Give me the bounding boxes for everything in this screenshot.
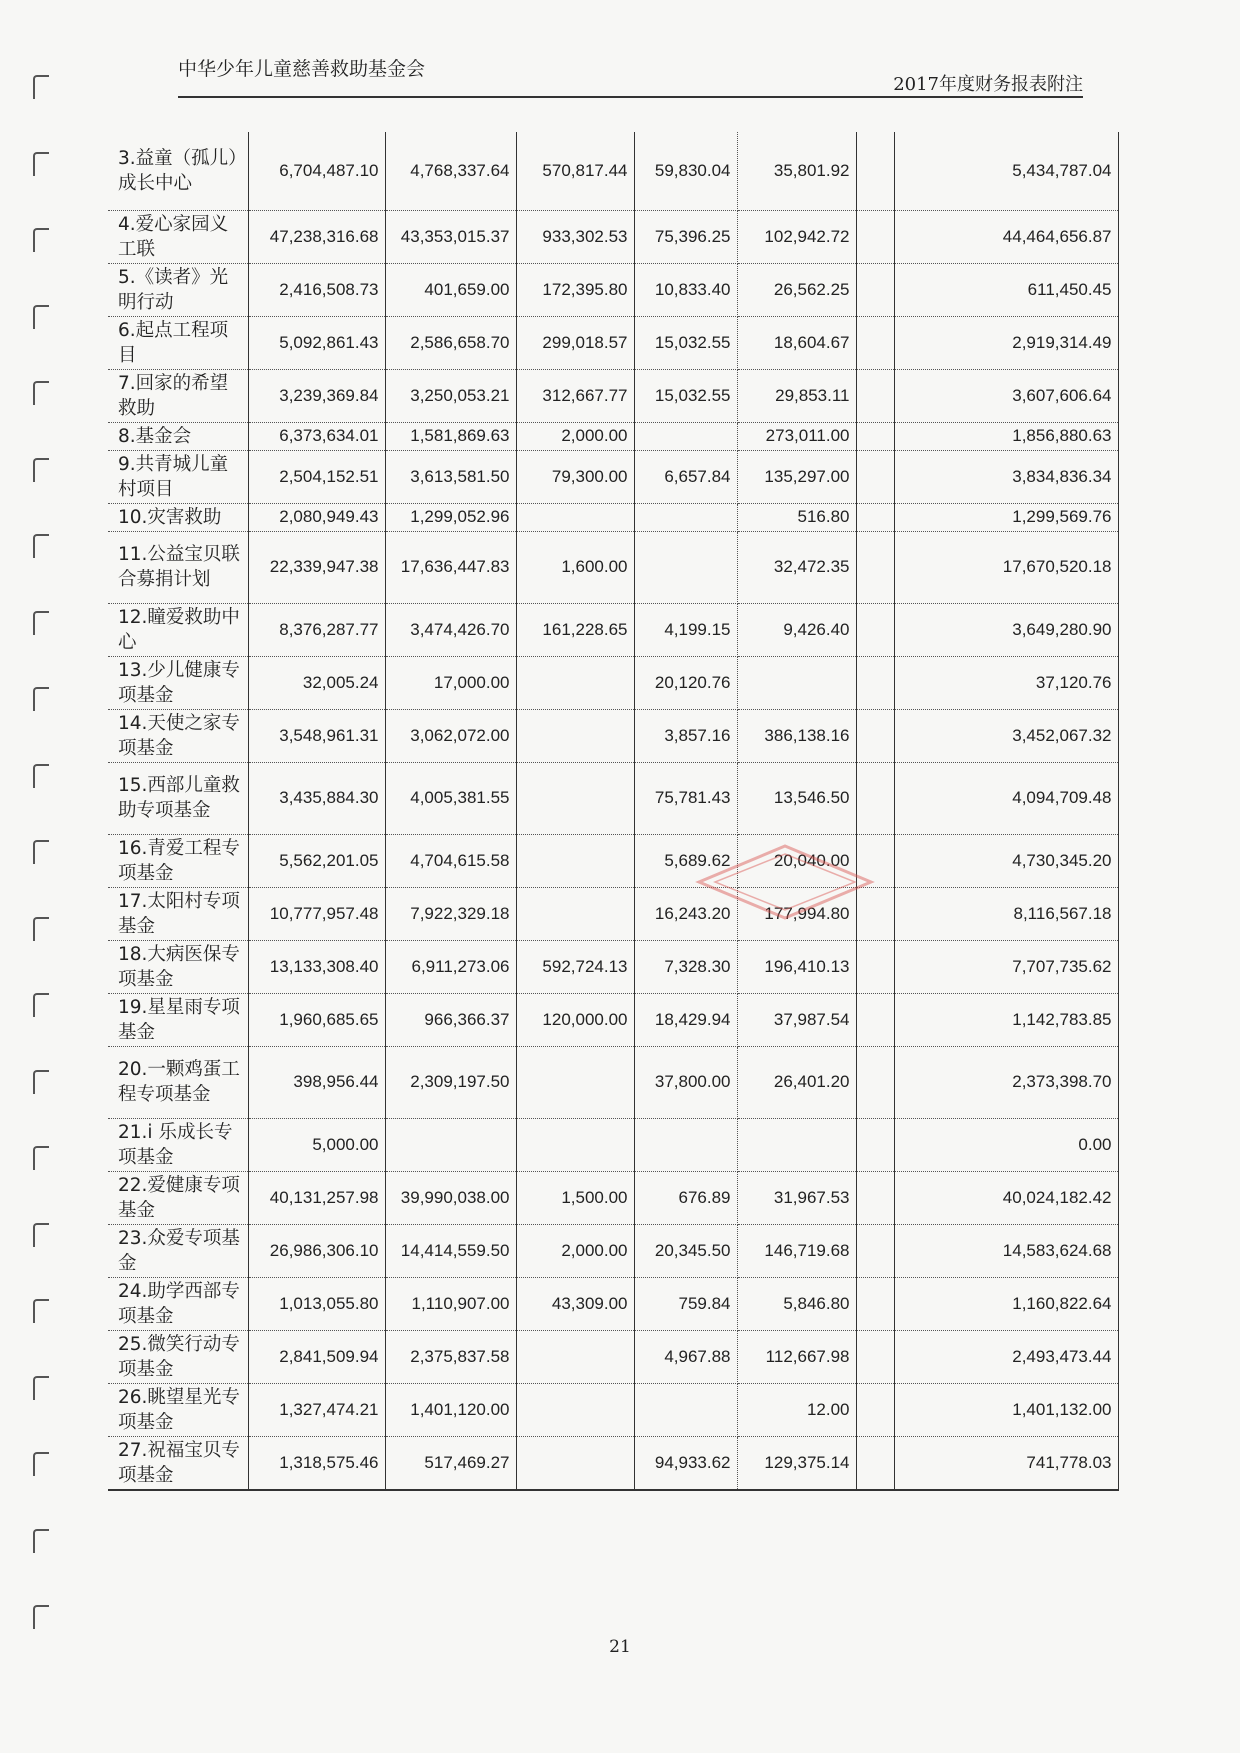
amount-cell-c2: 39,990,038.00 xyxy=(385,1171,516,1224)
amount-cell-c1: 1,960,685.65 xyxy=(248,993,385,1046)
amount-cell-c7: 8,116,567.18 xyxy=(894,887,1118,940)
amount-cell-c5: 177,994.80 xyxy=(737,887,856,940)
amount-cell-c5: 102,942.72 xyxy=(737,210,856,263)
amount-cell-c1: 3,548,961.31 xyxy=(248,709,385,762)
binding-hole xyxy=(33,305,49,329)
table-row xyxy=(108,709,1118,762)
binding-hole xyxy=(33,1070,49,1094)
amount-cell-c2: 3,062,072.00 xyxy=(385,709,516,762)
project-name-cell: 13.少儿健康专项基金 xyxy=(108,656,248,709)
amount-cell-c5: 35,801.92 xyxy=(737,132,856,210)
amount-cell-c2: 1,299,052.96 xyxy=(385,503,516,531)
table-row xyxy=(108,1046,1118,1118)
table-row xyxy=(108,450,1118,503)
amount-cell-c7: 0.00 xyxy=(894,1118,1118,1171)
amount-cell-c7: 1,299,569.76 xyxy=(894,503,1118,531)
table-row xyxy=(108,603,1118,656)
project-name-cell: 16.青爱工程专项基金 xyxy=(108,834,248,887)
amount-cell-c4 xyxy=(634,503,737,531)
amount-cell-c3 xyxy=(516,656,634,709)
amount-cell-c4: 20,345.50 xyxy=(634,1224,737,1277)
page-number: 21 xyxy=(609,1637,631,1657)
binding-hole xyxy=(33,228,49,252)
amount-cell-c7: 1,160,822.64 xyxy=(894,1277,1118,1330)
amount-cell-c5: 20,040.00 xyxy=(737,834,856,887)
amount-cell-c4: 6,657.84 xyxy=(634,450,737,503)
binding-hole xyxy=(33,687,49,711)
amount-cell-c6 xyxy=(856,709,894,762)
amount-cell-c3: 2,000.00 xyxy=(516,1224,634,1277)
seal-stamp xyxy=(695,842,875,922)
amount-cell-c4: 4,967.88 xyxy=(634,1330,737,1383)
amount-cell-c7: 40,024,182.42 xyxy=(894,1171,1118,1224)
amount-cell-c7: 4,094,709.48 xyxy=(894,762,1118,834)
table-row xyxy=(108,422,1118,450)
amount-cell-c3 xyxy=(516,1046,634,1118)
project-name-cell: 24.助学西部专项基金 xyxy=(108,1277,248,1330)
amount-cell-c4: 18,429.94 xyxy=(634,993,737,1046)
amount-cell-c4: 4,199.15 xyxy=(634,603,737,656)
amount-cell-c4: 75,781.43 xyxy=(634,762,737,834)
amount-cell-c6 xyxy=(856,993,894,1046)
binding-hole xyxy=(33,1146,49,1170)
amount-cell-c2: 4,005,381.55 xyxy=(385,762,516,834)
amount-cell-c6 xyxy=(856,1171,894,1224)
amount-cell-c7: 3,649,280.90 xyxy=(894,603,1118,656)
amount-cell-c2: 17,000.00 xyxy=(385,656,516,709)
amount-cell-c4: 676.89 xyxy=(634,1171,737,1224)
amount-cell-c7: 3,607,606.64 xyxy=(894,369,1118,422)
binding-hole xyxy=(33,75,49,99)
binding-hole xyxy=(33,611,49,635)
amount-cell-c6 xyxy=(856,1277,894,1330)
amount-cell-c3: 161,228.65 xyxy=(516,603,634,656)
amount-cell-c4 xyxy=(634,422,737,450)
amount-cell-c6 xyxy=(856,762,894,834)
amount-cell-c3 xyxy=(516,762,634,834)
amount-cell-c3: 79,300.00 xyxy=(516,450,634,503)
table-row xyxy=(108,263,1118,316)
amount-cell-c6 xyxy=(856,369,894,422)
project-name-cell: 18.大病医保专项基金 xyxy=(108,940,248,993)
project-name-cell: 25.微笑行动专项基金 xyxy=(108,1330,248,1383)
amount-cell-c1: 1,013,055.80 xyxy=(248,1277,385,1330)
amount-cell-c2: 14,414,559.50 xyxy=(385,1224,516,1277)
binding-hole xyxy=(33,152,49,176)
table-row xyxy=(108,369,1118,422)
amount-cell-c3 xyxy=(516,1436,634,1490)
amount-cell-c3: 120,000.00 xyxy=(516,993,634,1046)
amount-cell-c6 xyxy=(856,1383,894,1436)
amount-cell-c3 xyxy=(516,1330,634,1383)
binding-hole xyxy=(33,840,49,864)
amount-cell-c6 xyxy=(856,531,894,603)
amount-cell-c5: 135,297.00 xyxy=(737,450,856,503)
page-header xyxy=(178,48,1083,98)
project-name-cell: 10.灾害救助 xyxy=(108,503,248,531)
amount-cell-c3: 172,395.80 xyxy=(516,263,634,316)
amount-cell-c6 xyxy=(856,1118,894,1171)
amount-cell-c5: 12.00 xyxy=(737,1383,856,1436)
project-name-cell: 8.基金会 xyxy=(108,422,248,450)
amount-cell-c6 xyxy=(856,1224,894,1277)
amount-cell-c1: 8,376,287.77 xyxy=(248,603,385,656)
amount-cell-c3 xyxy=(516,834,634,887)
amount-cell-c2: 3,250,053.21 xyxy=(385,369,516,422)
amount-cell-c7: 2,373,398.70 xyxy=(894,1046,1118,1118)
amount-cell-c6 xyxy=(856,1046,894,1118)
project-name-cell: 11.公益宝贝联合募捐计划 xyxy=(108,531,248,603)
amount-cell-c5: 129,375.14 xyxy=(737,1436,856,1490)
amount-cell-c7: 2,919,314.49 xyxy=(894,316,1118,369)
header-rule xyxy=(178,96,1083,98)
amount-cell-c1: 6,704,487.10 xyxy=(248,132,385,210)
project-name-cell: 26.眺望星光专项基金 xyxy=(108,1383,248,1436)
amount-cell-c4 xyxy=(634,531,737,603)
amount-cell-c1: 5,092,861.43 xyxy=(248,316,385,369)
table-row xyxy=(108,993,1118,1046)
amount-cell-c2: 966,366.37 xyxy=(385,993,516,1046)
project-name-cell: 9.共青城儿童村项目 xyxy=(108,450,248,503)
amount-cell-c3 xyxy=(516,1118,634,1171)
amount-cell-c6 xyxy=(856,132,894,210)
amount-cell-c7: 4,730,345.20 xyxy=(894,834,1118,887)
report-title: 2017年度财务报表附注 xyxy=(893,74,1083,95)
amount-cell-c6 xyxy=(856,1330,894,1383)
binding-holes xyxy=(0,0,60,1753)
table-row xyxy=(108,887,1118,940)
project-name-cell: 12.瞳爱救助中心 xyxy=(108,603,248,656)
fund-table xyxy=(108,132,1118,1491)
amount-cell-c4: 5,689.62 xyxy=(634,834,737,887)
amount-cell-c5: 37,987.54 xyxy=(737,993,856,1046)
amount-cell-c7: 1,401,132.00 xyxy=(894,1383,1118,1436)
amount-cell-c3: 43,309.00 xyxy=(516,1277,634,1330)
amount-cell-c2: 43,353,015.37 xyxy=(385,210,516,263)
project-name-cell: 23.众爱专项基金 xyxy=(108,1224,248,1277)
amount-cell-c1: 13,133,308.40 xyxy=(248,940,385,993)
amount-cell-c7: 17,670,520.18 xyxy=(894,531,1118,603)
table-body xyxy=(108,132,1118,1490)
amount-cell-c1: 10,777,957.48 xyxy=(248,887,385,940)
amount-cell-c5: 516.80 xyxy=(737,503,856,531)
binding-hole xyxy=(33,917,49,941)
amount-cell-c3: 592,724.13 xyxy=(516,940,634,993)
amount-cell-c1: 398,956.44 xyxy=(248,1046,385,1118)
amount-cell-c2: 1,401,120.00 xyxy=(385,1383,516,1436)
amount-cell-c3: 933,302.53 xyxy=(516,210,634,263)
amount-cell-c2: 517,469.27 xyxy=(385,1436,516,1490)
amount-cell-c2: 7,922,329.18 xyxy=(385,887,516,940)
amount-cell-c7: 1,142,783.85 xyxy=(894,993,1118,1046)
amount-cell-c7: 37,120.76 xyxy=(894,656,1118,709)
amount-cell-c1: 2,504,152.51 xyxy=(248,450,385,503)
project-name-cell: 4.爱心家园义工联 xyxy=(108,210,248,263)
amount-cell-c5: 26,401.20 xyxy=(737,1046,856,1118)
amount-cell-c4: 7,328.30 xyxy=(634,940,737,993)
amount-cell-c2: 4,768,337.64 xyxy=(385,132,516,210)
project-name-cell: 20.一颗鸡蛋工程专项基金 xyxy=(108,1046,248,1118)
binding-hole xyxy=(33,993,49,1017)
binding-hole xyxy=(33,1605,49,1629)
amount-cell-c3: 1,600.00 xyxy=(516,531,634,603)
binding-hole xyxy=(33,381,49,405)
amount-cell-c1: 1,327,474.21 xyxy=(248,1383,385,1436)
amount-cell-c7: 611,450.45 xyxy=(894,263,1118,316)
amount-cell-c1: 3,435,884.30 xyxy=(248,762,385,834)
amount-cell-c6 xyxy=(856,1436,894,1490)
amount-cell-c4: 37,800.00 xyxy=(634,1046,737,1118)
amount-cell-c2: 17,636,447.83 xyxy=(385,531,516,603)
table-row xyxy=(108,210,1118,263)
project-name-cell: 6.起点工程项目 xyxy=(108,316,248,369)
amount-cell-c4: 94,933.62 xyxy=(634,1436,737,1490)
table-row xyxy=(108,1171,1118,1224)
amount-cell-c4: 75,396.25 xyxy=(634,210,737,263)
amount-cell-c4 xyxy=(634,1383,737,1436)
amount-cell-c7: 5,434,787.04 xyxy=(894,132,1118,210)
amount-cell-c3 xyxy=(516,1383,634,1436)
project-name-cell: 22.爱健康专项基金 xyxy=(108,1171,248,1224)
amount-cell-c4: 10,833.40 xyxy=(634,263,737,316)
amount-cell-c4: 759.84 xyxy=(634,1277,737,1330)
amount-cell-c7: 14,583,624.68 xyxy=(894,1224,1118,1277)
amount-cell-c4 xyxy=(634,1118,737,1171)
binding-hole xyxy=(33,1299,49,1323)
amount-cell-c5 xyxy=(737,656,856,709)
amount-cell-c1: 2,080,949.43 xyxy=(248,503,385,531)
amount-cell-c2: 3,474,426.70 xyxy=(385,603,516,656)
amount-cell-c5: 32,472.35 xyxy=(737,531,856,603)
amount-cell-c2: 4,704,615.58 xyxy=(385,834,516,887)
amount-cell-c1: 47,238,316.68 xyxy=(248,210,385,263)
amount-cell-c5: 386,138.16 xyxy=(737,709,856,762)
amount-cell-c6 xyxy=(856,940,894,993)
amount-cell-c7: 3,452,067.32 xyxy=(894,709,1118,762)
amount-cell-c5: 146,719.68 xyxy=(737,1224,856,1277)
binding-hole xyxy=(33,458,49,482)
amount-cell-c1: 22,339,947.38 xyxy=(248,531,385,603)
amount-cell-c1: 6,373,634.01 xyxy=(248,422,385,450)
table-row xyxy=(108,1330,1118,1383)
amount-cell-c2: 2,375,837.58 xyxy=(385,1330,516,1383)
amount-cell-c1: 26,986,306.10 xyxy=(248,1224,385,1277)
amount-cell-c2: 401,659.00 xyxy=(385,263,516,316)
amount-cell-c2: 6,911,273.06 xyxy=(385,940,516,993)
amount-cell-c7: 2,493,473.44 xyxy=(894,1330,1118,1383)
project-name-cell: 14.天使之家专项基金 xyxy=(108,709,248,762)
amount-cell-c1: 1,318,575.46 xyxy=(248,1436,385,1490)
project-name-cell: 17.太阳村专项基金 xyxy=(108,887,248,940)
amount-cell-c3: 299,018.57 xyxy=(516,316,634,369)
table-row xyxy=(108,132,1118,210)
binding-hole xyxy=(33,1376,49,1400)
table-row xyxy=(108,531,1118,603)
amount-cell-c7: 741,778.03 xyxy=(894,1436,1118,1490)
amount-cell-c5: 29,853.11 xyxy=(737,369,856,422)
binding-hole xyxy=(33,1223,49,1247)
binding-hole xyxy=(33,1452,49,1476)
binding-hole xyxy=(33,1529,49,1553)
amount-cell-c6 xyxy=(856,316,894,369)
amount-cell-c5: 9,426.40 xyxy=(737,603,856,656)
table-row xyxy=(108,656,1118,709)
amount-cell-c6 xyxy=(856,503,894,531)
project-name-cell: 7.回家的希望救助 xyxy=(108,369,248,422)
project-name-cell: 3.益童（孤儿）成长中心 xyxy=(108,132,248,210)
amount-cell-c5 xyxy=(737,1118,856,1171)
amount-cell-c1: 5,000.00 xyxy=(248,1118,385,1171)
amount-cell-c5: 196,410.13 xyxy=(737,940,856,993)
amount-cell-c5: 112,667.98 xyxy=(737,1330,856,1383)
amount-cell-c3: 312,667.77 xyxy=(516,369,634,422)
amount-cell-c1: 40,131,257.98 xyxy=(248,1171,385,1224)
amount-cell-c6 xyxy=(856,450,894,503)
binding-hole xyxy=(33,534,49,558)
amount-cell-c5: 18,604.67 xyxy=(737,316,856,369)
amount-cell-c5: 273,011.00 xyxy=(737,422,856,450)
table-row xyxy=(108,940,1118,993)
amount-cell-c6 xyxy=(856,422,894,450)
amount-cell-c3 xyxy=(516,503,634,531)
table-row xyxy=(108,1277,1118,1330)
amount-cell-c4: 3,857.16 xyxy=(634,709,737,762)
binding-hole xyxy=(33,764,49,788)
amount-cell-c4: 15,032.55 xyxy=(634,316,737,369)
amount-cell-c3: 1,500.00 xyxy=(516,1171,634,1224)
amount-cell-c7: 3,834,836.34 xyxy=(894,450,1118,503)
amount-cell-c6 xyxy=(856,263,894,316)
amount-cell-c2: 2,309,197.50 xyxy=(385,1046,516,1118)
project-name-cell: 5.《读者》光明行动 xyxy=(108,263,248,316)
table-row xyxy=(108,316,1118,369)
amount-cell-c7: 7,707,735.62 xyxy=(894,940,1118,993)
amount-cell-c7: 44,464,656.87 xyxy=(894,210,1118,263)
amount-cell-c2: 1,581,869.63 xyxy=(385,422,516,450)
organization-name: 中华少年儿童慈善救助基金会 xyxy=(178,58,426,80)
amount-cell-c6 xyxy=(856,210,894,263)
amount-cell-c6 xyxy=(856,656,894,709)
project-name-cell: 21.i 乐成长专项基金 xyxy=(108,1118,248,1171)
project-name-cell: 27.祝福宝贝专项基金 xyxy=(108,1436,248,1490)
amount-cell-c4: 15,032.55 xyxy=(634,369,737,422)
table-row xyxy=(108,503,1118,531)
project-name-cell: 15.西部儿童救助专项基金 xyxy=(108,762,248,834)
amount-cell-c1: 2,841,509.94 xyxy=(248,1330,385,1383)
table-row xyxy=(108,762,1118,834)
table-row xyxy=(108,1383,1118,1436)
amount-cell-c2: 3,613,581.50 xyxy=(385,450,516,503)
amount-cell-c1: 2,416,508.73 xyxy=(248,263,385,316)
amount-cell-c1: 5,562,201.05 xyxy=(248,834,385,887)
amount-cell-c1: 32,005.24 xyxy=(248,656,385,709)
table-row xyxy=(108,834,1118,887)
amount-cell-c5: 5,846.80 xyxy=(737,1277,856,1330)
amount-cell-c2: 1,110,907.00 xyxy=(385,1277,516,1330)
amount-cell-c5: 26,562.25 xyxy=(737,263,856,316)
amount-cell-c3: 570,817.44 xyxy=(516,132,634,210)
table-row xyxy=(108,1224,1118,1277)
amount-cell-c4: 20,120.76 xyxy=(634,656,737,709)
amount-cell-c3 xyxy=(516,887,634,940)
amount-cell-c3: 2,000.00 xyxy=(516,422,634,450)
amount-cell-c5: 31,967.53 xyxy=(737,1171,856,1224)
amount-cell-c5: 13,546.50 xyxy=(737,762,856,834)
amount-cell-c1: 3,239,369.84 xyxy=(248,369,385,422)
amount-cell-c4: 16,243.20 xyxy=(634,887,737,940)
amount-cell-c2: 2,586,658.70 xyxy=(385,316,516,369)
amount-cell-c7: 1,856,880.63 xyxy=(894,422,1118,450)
amount-cell-c4: 59,830.04 xyxy=(634,132,737,210)
project-name-cell: 19.星星雨专项基金 xyxy=(108,993,248,1046)
amount-cell-c3 xyxy=(516,709,634,762)
table-row xyxy=(108,1436,1118,1490)
amount-cell-c2 xyxy=(385,1118,516,1171)
amount-cell-c6 xyxy=(856,603,894,656)
table-row xyxy=(108,1118,1118,1171)
